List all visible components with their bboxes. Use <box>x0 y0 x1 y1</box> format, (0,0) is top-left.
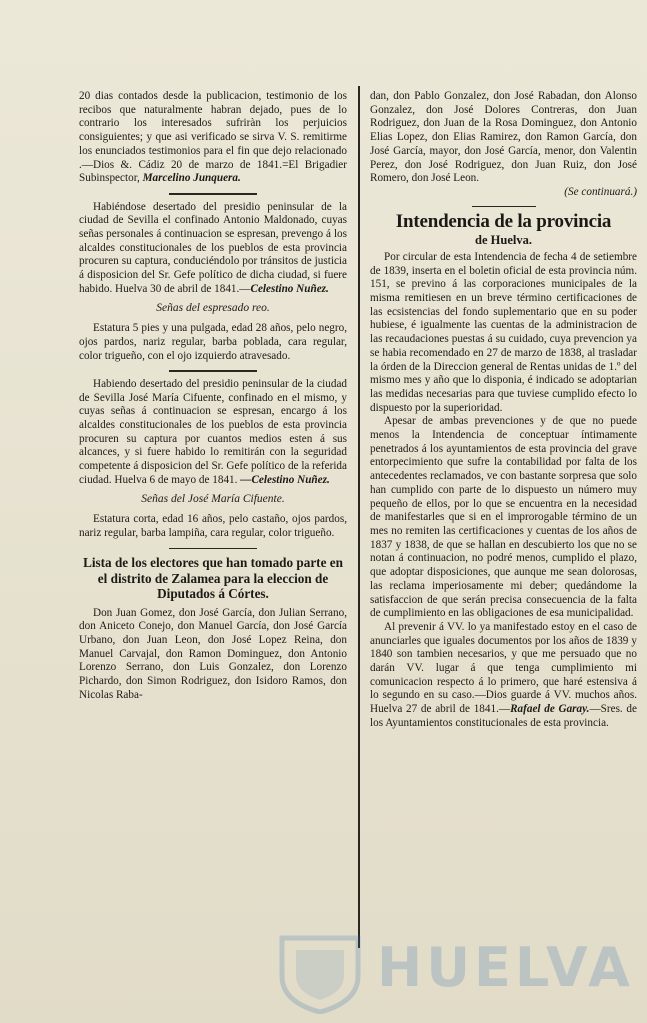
separator-rule <box>169 548 257 550</box>
paragraph-text: 20 dias contados desde la publicacion, testimonio de los recibos que naturalmente habran dejado, pues de lo contrario los interesados sufriràn los perjuicios consiguientes; y que asi verificado se sirva V. S. remitirme los enunciados testimonios para el fin que dejo relacionado .—Dios &. Cádiz 20 de marzo de 1841.=El Brigadier Subinspector, <box>79 90 347 185</box>
paragraph-text: —Sres. de los Ayuntamientos constitucionales de esta provincia. <box>370 703 637 729</box>
huelva-watermark <box>262 932 642 1012</box>
separator-rule <box>472 206 536 208</box>
paragraph-al-prevenir <box>370 621 637 731</box>
signature: —Celestino Nuñez. <box>240 473 330 486</box>
paragraph-circular: Por circular de esta Intendencia de fecha 4 de setiembre de 1839, inserta en el boletin oficial de esta provincia núm. 151, se previno á las corporaciones municipales de la misma remitiesen en un breve término certificaciones de las ecsistencias del fondo suplementario que en su poder hubiese, é igualmente las cuentas de la administracion de las recaudaciones puestas á su cuidado, cuya prevencion ya se habia recomendado en 27 de marzo de 1838, al trasladar la órden de la Direccion general de Rentas unidas de 1.º del mismo mes y año que lo disponia, é indicado se adoptarian las medidas necesarias para que tuviese cumplido efecto lo dispuesto por la superioridad. <box>370 250 637 414</box>
paragraph-apesar: Apesar de ambas prevenciones y de que no puede menos la Intendencia de conceptuar íntimamente penetrados á los ayuntamientos de esta provincia del grave entorpecimiento que sufre la contabilidad por falta de los antecedentes reclamados, ve con bastante sorpresa que solo han cumplido con parte de lo dispuesto un número muy pequeño de ellos, por lo que se encuentra en la necesidad de manifestarles que si en el improrogable término de un mes no remiten las certificaciones y cuentas de los años de 1837 y 1838, de que se hallan en descubierto los que no se notan á continuacion, no podré menos, cumplido el plazo, que adoptar disposiciones, que aunque me sean dolorosas, las reclama imperiosamente mi deber; quedándome la satisfaccion de que serán precisa consecuencia de la falta de cumplimiento en las obligaciones de esa municipalidad. <box>370 415 637 620</box>
subheading-senas-cifuente: Señas del José María Cifuente. <box>141 493 285 506</box>
column-divider <box>358 86 360 948</box>
paragraph-senas-cifuente: Estatura corta, edad 16 años, pelo castaño, ojos pardos, nariz regular, barba lampiña, cara regular, color trigueño. <box>79 513 347 539</box>
paragraph-electores-cont: dan, don Pablo Gonzalez, don José Rabadan, don Alonso Gonzalez, don José Dolores Contreras, don Juan Rodriguez, don Juan de la Rosa Dominguez, don Antonio Elias Lopez, don Elias Ramirez, don Ramon García, don José García, mayor, don José García, menor, don Valentin Perez, don José Rodriguez, don Juan Ruiz, don José Romero, don José Leon. <box>370 90 637 185</box>
paragraph-electores: Don Juan Gomez, don José García, don Julian Serrano, don Aniceto Conejo, don Manuel García, don José García Urbano, don Juan Leon, don José Lopez Reina, don Manuel Carvajal, don Ramon Dominguez, don Antonio Lorenzo Serrano, don Luis Gonzalez, don Lorenzo Pichardo, don Simon Rodriguez, don Isidoro Ramos, don Nicolas Raba- <box>79 606 347 701</box>
intendencia-title: Intendencia de la provincia <box>395 211 612 233</box>
signature: Marcelino Junquera. <box>142 172 241 185</box>
signature: Rafael de Garay. <box>510 703 590 716</box>
paragraph-cadiz <box>79 90 347 186</box>
intendencia-subtitle: de Huelva. <box>475 233 532 248</box>
continuara-note: (Se continuará.) <box>564 185 637 198</box>
watermark-text: HUELVA <box>377 936 634 999</box>
subheading-senas-reo: Señas del espresado reo. <box>156 302 270 315</box>
separator-rule <box>169 193 257 195</box>
shield-icon <box>274 932 366 1014</box>
paragraph-senas-maldonado: Estatura 5 pies y una pulgada, edad 28 años, pelo negro, ojos pardos, nariz regular, barba poblada, cara regular, color trigueño, con el ojo izquierdo atravesado. <box>79 322 347 362</box>
signature: Celestino Nuñez. <box>250 282 329 295</box>
paragraph-maldonado <box>79 201 347 297</box>
paragraph-text: Habiendo desertado del presidio peninsular de la ciudad de Sevilla José María Cifuente, confinado en el mismo, y cuyas señas á continuacion se espresan, encargo á los alcaldes constitucionales de los pueblos de esta provincia procuren su captura por cuantos medios esten á sus alcances, y si fuere habido lo remitirán con la seguridad competente á disposicion del Sr. Gefe político de la referida ciudad. Huelva 6 de mayo de 1841. <box>79 377 347 486</box>
paragraph-text: Habiéndose desertado del presidio peninsular de la ciudad de Sevilla el confinado Antonio Maldonado, cuyas señas personales á continuacion se espresan, prevengo á los alcaldes constitucionales de los pueblos de esta provincia procuren su captura, conduciéndolo por tránsitos de justicia á disposicion del Sr. Gefe político de dicha ciudad, si fuere habido. Huelva 30 de abril de 1841.— <box>79 200 347 295</box>
paragraph-text: Al prevenir á VV. lo ya manifestado estoy en el caso de anunciarles que iguales documentos por los años de 1839 y 1840 son tambien necesarios, y que me persuado que no darán VV. lugar á que tenga cumplimiento mi comunicacion respecto á lo primero, que haré estensiva á lo segundo en su caso.—Dios guarde á VV. muchos años. Huelva 27 de abril de 1841.— <box>370 620 637 716</box>
right-column <box>370 90 637 731</box>
paragraph-cifuente <box>79 378 347 488</box>
lista-electores-title: Lista de los electores que han tomado parte en el distrito de Zalamea para la eleccion de Diputados á Córtes. <box>83 555 343 602</box>
separator-rule <box>169 370 257 372</box>
left-column <box>79 90 347 703</box>
